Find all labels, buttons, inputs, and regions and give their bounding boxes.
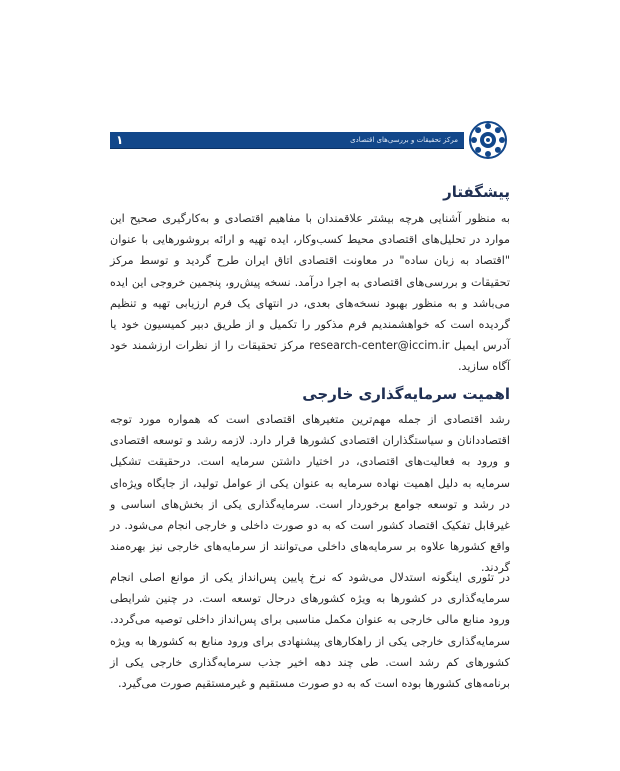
header-caption: مرکز تحقیقات و بررسی‌های اقتصادی (350, 136, 458, 144)
page-header-bar (110, 132, 464, 149)
intro-section-title: پیشگفتار (443, 183, 510, 201)
investment-paragraph-1: رشد اقتصادی از جمله مهم‌ترین متغیرهای اقتصادی است که همواره مورد توجه اقتصاددانان و سیاستگذاران اقتصادی کشورها قرار دارد. لازمه رشد و توسعه اقتصادی و ورود به فعالیت‌های اقتصادی، در اختیار داشتن سرمایه است. درحقیقت تشکیل سرمایه به دلیل اهمیت نهاده سرمایه به عنوان یکی از عوامل تولید، از جایگاه ویژه‌ای در رشد و توسعه جوامع برخوردار است. سرمایه‌گذاری یکی از بخش‌های اساسی و غیرقابل تفکیک اقتصاد کشور است که به دو صورت داخلی و خارجی انجام می‌شود. در واقع کشورها علاوه بر سرمایه‌های داخلی می‌توانند از سرمایه‌های خارجی نیز بهره‌مند گردند. (110, 413, 510, 575)
page-number: ۱ (116, 133, 124, 147)
investment-paragraph-2: در تئوری اینگونه استدلال می‌شود که نرخ پایین پس‌انداز یکی از موانع اصلی انجام سرمایه‌گذاری در کشورها به ویژه کشورهای درحال توسعه است. در چنین شرایطی ورود منابع مالی خارجی به عنوان مکمل مناسبی برای پس‌انداز داخلی توصیه می‌گردد. سرمایه‌گذاری خارجی یکی از راهکارهای پیشنهادی برای ورود منابع به کشورها به ویژه کشورهای کم رشد است. طی چند دهه اخیر جذب سرمایه‌گذاری خارجی یکی از برنامه‌های کشورها بوده است که به دو صورت مستقیم و غیرمستقیم صورت می‌گیرد. (110, 571, 510, 691)
intro-paragraph: به منظور آشنایی هرچه بیشتر علاقمندان با مفاهیم اقتصادی و به‌کارگیری صحیح این موارد در تحلیل‌های اقتصادی محیط کسب‌وکار، ایده تهیه و ارائه بروشورهایی با عنوان "اقتصاد به زبان ساده" در معاونت اقتصادی اتاق ایران طرح گردید و توسط مرکز تحقیقات و بررسی‌های اقتصادی به اجرا درآمد. نسخه پیش‌رو، پنجمین خروجی این ایده می‌باشد و به منظور بهبود نسخه‌های بعدی، در انتهای یک فرم ارزیابی تهیه و تنظیم گردیده است که خواهشمندیم فرم مذکور را تکمیل و از طریق دبیر کمیسیون خود یا آدرس ایمیل research-center@iccim.ir مرکز تحقیقات را از نظرات ارزشمند خود آگاه سازید. (110, 212, 510, 374)
investment-section-title: اهمیت سرمایه‌گذاری خارجی (302, 385, 510, 403)
chamber-emblem-icon (468, 120, 508, 160)
